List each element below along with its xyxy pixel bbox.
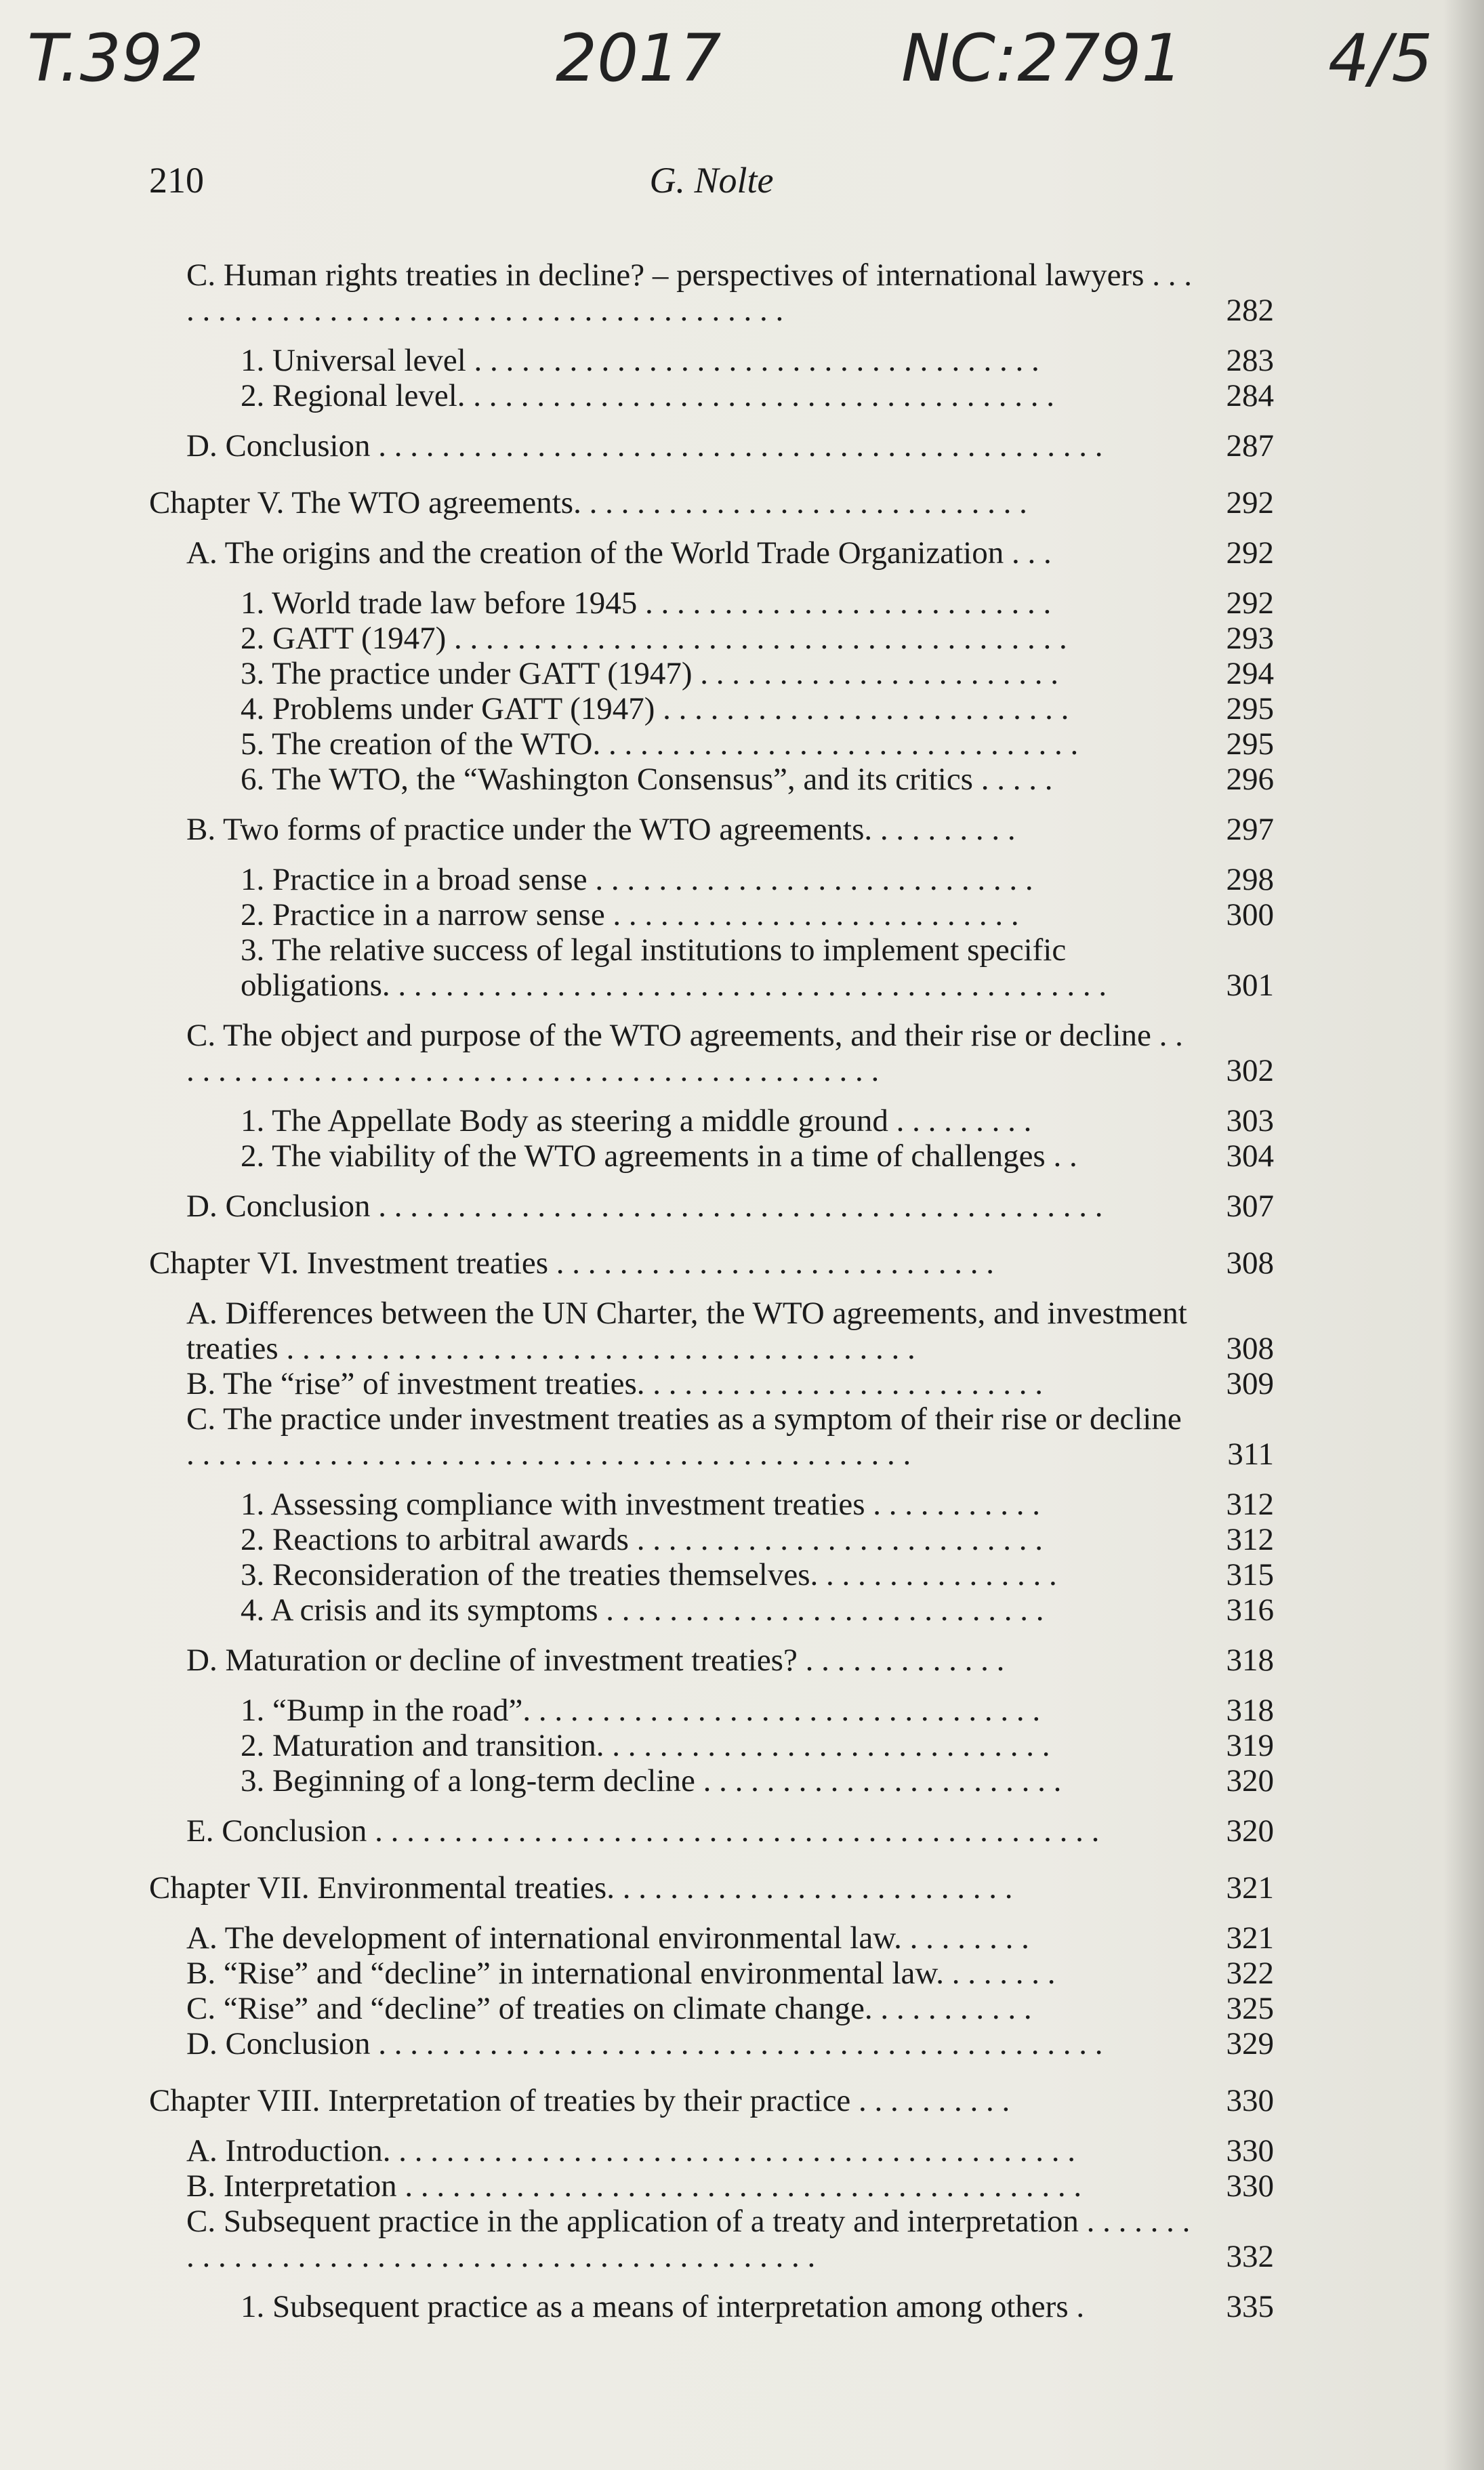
toc-entry-page: 318 xyxy=(1226,1693,1274,1728)
toc-entry-text: 3. Reconsideration of the treaties themselves. . . . . . . . . . . . . . . . xyxy=(241,1557,1057,1592)
toc-entry-text: C. “Rise” and “decline” of treaties on climate change. . . . . . . . . . . xyxy=(186,1991,1032,2026)
toc-entry xyxy=(186,812,1274,847)
toc-entry xyxy=(186,1813,1274,1849)
page-header xyxy=(149,159,1274,213)
toc-entry-text: B. Interpretation . . . . . . . . . . . . . . . . . . . . . . . . . . . . . . . . . . . . . . . . . . . xyxy=(186,2168,1082,2204)
toc-entry-text: C. The object and purpose of the WTO agreements, and their rise or decline . . . . . . . . . . . . . . . . . . . . . . . . . . . . . . . . . . . . . . . . . . . . . . xyxy=(186,1018,1183,1088)
toc-entry xyxy=(186,258,1274,328)
handwritten-year: 2017 xyxy=(556,20,722,96)
toc-entry-text: Chapter VIII. Interpretation of treaties by their practice . . . . . . . . . . xyxy=(149,2083,1010,2118)
toc-entry-page: 322 xyxy=(1226,1956,1274,1991)
toc-entry-page: 301 xyxy=(1226,968,1274,1003)
toc-entry xyxy=(241,726,1274,762)
toc-entry xyxy=(241,1522,1274,1557)
toc-entry xyxy=(186,1189,1274,1224)
toc-entry-page: 300 xyxy=(1226,897,1274,932)
toc-entry-text: C. Human rights treaties in decline? – perspectives of international lawyers . . . . . . . . . . . . . . . . . . . . . . . . . . . . . . . . . . . . . . . . . xyxy=(186,258,1192,328)
toc-entry xyxy=(241,343,1274,378)
handwritten-nc: NC:2791 xyxy=(901,20,1183,96)
toc-entry-text: A. The origins and the creation of the World Trade Organization . . . xyxy=(186,535,1052,571)
toc-entry xyxy=(186,1956,1274,1991)
toc-chapter xyxy=(149,2083,1274,2118)
toc-entry-text: 1. The Appellate Body as steering a middle ground . . . . . . . . . xyxy=(241,1103,1032,1138)
toc-entry xyxy=(241,1592,1274,1628)
handwritten-fraction: 4/5 xyxy=(1328,20,1433,96)
running-head: G. Nolte xyxy=(649,160,774,201)
toc-entry xyxy=(186,1366,1274,1401)
toc-entry-page: 295 xyxy=(1226,726,1274,762)
toc-entry-page: 293 xyxy=(1226,621,1274,656)
toc-entry-page: 330 xyxy=(1226,2083,1274,2118)
toc-entry xyxy=(186,1401,1274,1472)
toc-entry xyxy=(241,1138,1274,1174)
toc-entry-page: 283 xyxy=(1226,343,1274,378)
toc-entry xyxy=(186,2026,1274,2061)
toc-entry xyxy=(186,2168,1274,2204)
toc-entry xyxy=(241,932,1274,1003)
toc-entry-text: 3. The relative success of legal institutions to implement specific obligations. . . . . . . . . . . . . . . . . . . . . . . . . . . . . . . . . . . . . . . . . . . . . . xyxy=(241,932,1107,1003)
toc-entry-page: 330 xyxy=(1226,2133,1274,2168)
toc-entry-text: D. Maturation or decline of investment treaties? . . . . . . . . . . . . . xyxy=(186,1643,1005,1678)
toc-entry-page: 316 xyxy=(1226,1592,1274,1628)
toc-entry xyxy=(186,1643,1274,1678)
toc-entry-page: 309 xyxy=(1226,1366,1274,1401)
toc-entry-page: 308 xyxy=(1226,1331,1274,1366)
toc-entry xyxy=(186,535,1274,571)
toc-entry xyxy=(241,1557,1274,1592)
toc-entry-page: 329 xyxy=(1226,2026,1274,2061)
toc-entry-text: 2. Regional level. . . . . . . . . . . . . . . . . . . . . . . . . . . . . . . . . . . . . . xyxy=(241,378,1055,413)
toc-entry-text: 3. The practice under GATT (1947) . . . . . . . . . . . . . . . . . . . . . . . xyxy=(241,656,1058,691)
toc-entry-page: 292 xyxy=(1226,535,1274,571)
toc-entry xyxy=(241,378,1274,413)
toc-entry-text: 1. Subsequent practice as a means of interpretation among others . xyxy=(241,2289,1085,2324)
toc-entry-page: 297 xyxy=(1226,812,1274,847)
toc-entry xyxy=(241,1763,1274,1798)
toc-entry-page: 319 xyxy=(1226,1728,1274,1763)
toc-entry xyxy=(186,1991,1274,2026)
toc-chapter xyxy=(149,485,1274,520)
toc-entry-text: Chapter VI. Investment treaties . . . . . . . . . . . . . . . . . . . . . . . . . . . . xyxy=(149,1246,995,1281)
toc-entry-page: 292 xyxy=(1226,585,1274,621)
handwritten-code: T.392 xyxy=(27,20,204,96)
toc-entry-page: 312 xyxy=(1226,1522,1274,1557)
toc-entry-page: 304 xyxy=(1226,1138,1274,1174)
toc-entry xyxy=(186,2133,1274,2168)
toc-entry-text: 2. Reactions to arbitral awards . . . . . . . . . . . . . . . . . . . . . . . . . . xyxy=(241,1522,1043,1557)
toc-entry xyxy=(241,1693,1274,1728)
page-number: 210 xyxy=(149,160,204,201)
toc-entry xyxy=(241,1103,1274,1138)
toc-entry-text: 2. Practice in a narrow sense . . . . . . . . . . . . . . . . . . . . . . . . . . xyxy=(241,897,1019,932)
toc-entry-page: 320 xyxy=(1226,1763,1274,1798)
toc-entry-text: C. The practice under investment treaties as a symptom of their rise or decline . . . . . . . . . . . . . . . . . . . . . . . . . . . . . . . . . . . . . . . . . . . . . . xyxy=(186,1401,1182,1472)
toc-entry-page: 292 xyxy=(1226,485,1274,520)
toc-entry-text: 1. “Bump in the road”. . . . . . . . . . . . . . . . . . . . . . . . . . . . . . . . . xyxy=(241,1693,1041,1728)
toc-entry xyxy=(241,585,1274,621)
toc-entry xyxy=(186,1296,1274,1366)
toc-chapter xyxy=(149,1870,1274,1906)
toc-entry-text: 1. Assessing compliance with investment treaties . . . . . . . . . . . xyxy=(241,1487,1041,1522)
toc-entry-page: 302 xyxy=(1226,1053,1274,1088)
toc-entry-text: A. Introduction. . . . . . . . . . . . . . . . . . . . . . . . . . . . . . . . . . . . . . . . . . . . xyxy=(186,2133,1076,2168)
toc-entry xyxy=(186,2204,1274,2274)
toc-entry-page: 295 xyxy=(1226,691,1274,726)
page-spine-shadow xyxy=(1443,0,1484,2470)
toc-entry-text: 3. Beginning of a long-term decline . . . . . . . . . . . . . . . . . . . . . . . xyxy=(241,1763,1062,1798)
toc-entry-page: 332 xyxy=(1226,2239,1274,2274)
toc-entry-text: D. Conclusion . . . . . . . . . . . . . . . . . . . . . . . . . . . . . . . . . . . . . . . . . . . . . . xyxy=(186,2026,1103,2061)
table-of-contents xyxy=(149,258,1274,2324)
toc-entry xyxy=(186,1920,1274,1956)
toc-entry-page: 307 xyxy=(1226,1189,1274,1224)
toc-entry-page: 321 xyxy=(1226,1920,1274,1956)
toc-entry-text: 6. The WTO, the “Washington Consensus”, and its critics . . . . . xyxy=(241,762,1053,797)
toc-entry-text: A. Differences between the UN Charter, the WTO agreements, and investment treaties . . . . . . . . . . . . . . . . . . . . . . . . . . . . . . . . . . . . . . . . xyxy=(186,1296,1187,1366)
toc-entry-text: Chapter VII. Environmental treaties. . . . . . . . . . . . . . . . . . . . . . . . . . xyxy=(149,1870,1013,1906)
toc-entry xyxy=(241,2289,1274,2324)
toc-entry-page: 294 xyxy=(1226,656,1274,691)
toc-entry-page: 315 xyxy=(1226,1557,1274,1592)
toc-entry-text: C. Subsequent practice in the application of a treaty and interpretation . . . . . . . . . . . . . . . . . . . . . . . . . . . . . . . . . . . . . . . . . . . . . . . xyxy=(186,2204,1191,2274)
toc-entry-page: 335 xyxy=(1226,2289,1274,2324)
handwritten-notes xyxy=(0,14,1484,115)
toc-entry-text: 2. The viability of the WTO agreements in a time of challenges . . xyxy=(241,1138,1077,1174)
toc-entry xyxy=(241,691,1274,726)
toc-entry-text: 1. Practice in a broad sense . . . . . . . . . . . . . . . . . . . . . . . . . . . . xyxy=(241,862,1033,897)
toc-entry-text: Chapter V. The WTO agreements. . . . . . . . . . . . . . . . . . . . . . . . . . . . . xyxy=(149,485,1027,520)
toc-entry-page: 320 xyxy=(1226,1813,1274,1849)
toc-entry-text: 4. A crisis and its symptoms . . . . . . . . . . . . . . . . . . . . . . . . . . . . xyxy=(241,1592,1044,1628)
toc-entry-text: D. Conclusion . . . . . . . . . . . . . . . . . . . . . . . . . . . . . . . . . . . . . . . . . . . . . . xyxy=(186,428,1103,464)
toc-entry xyxy=(241,897,1274,932)
toc-entry xyxy=(241,1728,1274,1763)
toc-entry xyxy=(241,621,1274,656)
toc-entry-text: B. The “rise” of investment treaties. . . . . . . . . . . . . . . . . . . . . . . . . . xyxy=(186,1366,1043,1401)
toc-entry-page: 303 xyxy=(1226,1103,1274,1138)
toc-chapter xyxy=(149,1246,1274,1281)
toc-entry-page: 321 xyxy=(1226,1870,1274,1906)
toc-entry xyxy=(241,1487,1274,1522)
toc-entry-text: A. The development of international environmental law. . . . . . . . . xyxy=(186,1920,1029,1956)
toc-entry-text: 1. Universal level . . . . . . . . . . . . . . . . . . . . . . . . . . . . . . . . . . . . xyxy=(241,343,1039,378)
toc-entry-text: B. Two forms of practice under the WTO agreements. . . . . . . . . . xyxy=(186,812,1016,847)
toc-entry-page: 282 xyxy=(1226,293,1274,328)
toc-entry-page: 318 xyxy=(1226,1643,1274,1678)
toc-entry-page: 308 xyxy=(1226,1246,1274,1281)
toc-entry-page: 330 xyxy=(1226,2168,1274,2204)
toc-entry-page: 284 xyxy=(1226,378,1274,413)
toc-entry-page: 325 xyxy=(1226,1991,1274,2026)
toc-entry xyxy=(186,1018,1274,1088)
toc-entry-page: 296 xyxy=(1226,762,1274,797)
toc-entry xyxy=(241,862,1274,897)
toc-entry xyxy=(241,762,1274,797)
toc-entry-page: 312 xyxy=(1226,1487,1274,1522)
toc-entry-page: 287 xyxy=(1226,428,1274,464)
toc-entry-text: 1. World trade law before 1945 . . . . . . . . . . . . . . . . . . . . . . . . . . xyxy=(241,585,1052,621)
toc-entry-text: 4. Problems under GATT (1947) . . . . . . . . . . . . . . . . . . . . . . . . . . xyxy=(241,691,1069,726)
toc-entry-text: E. Conclusion . . . . . . . . . . . . . . . . . . . . . . . . . . . . . . . . . . . . . . . . . . . . . . xyxy=(186,1813,1100,1849)
toc-entry-text: D. Conclusion . . . . . . . . . . . . . . . . . . . . . . . . . . . . . . . . . . . . . . . . . . . . . . xyxy=(186,1189,1103,1224)
toc-entry-text: 2. Maturation and transition. . . . . . . . . . . . . . . . . . . . . . . . . . . . . xyxy=(241,1728,1050,1763)
toc-entry-page: 298 xyxy=(1226,862,1274,897)
toc-entry-text: B. “Rise” and “decline” in international environmental law. . . . . . . . xyxy=(186,1956,1056,1991)
toc-entry-page: 311 xyxy=(1227,1437,1274,1472)
toc-entry-text: 5. The creation of the WTO. . . . . . . . . . . . . . . . . . . . . . . . . . . . . . . xyxy=(241,726,1079,762)
toc-entry-text: 2. GATT (1947) . . . . . . . . . . . . . . . . . . . . . . . . . . . . . . . . . . . . . . . xyxy=(241,621,1067,656)
toc-entry xyxy=(186,428,1274,464)
toc-entry xyxy=(241,656,1274,691)
